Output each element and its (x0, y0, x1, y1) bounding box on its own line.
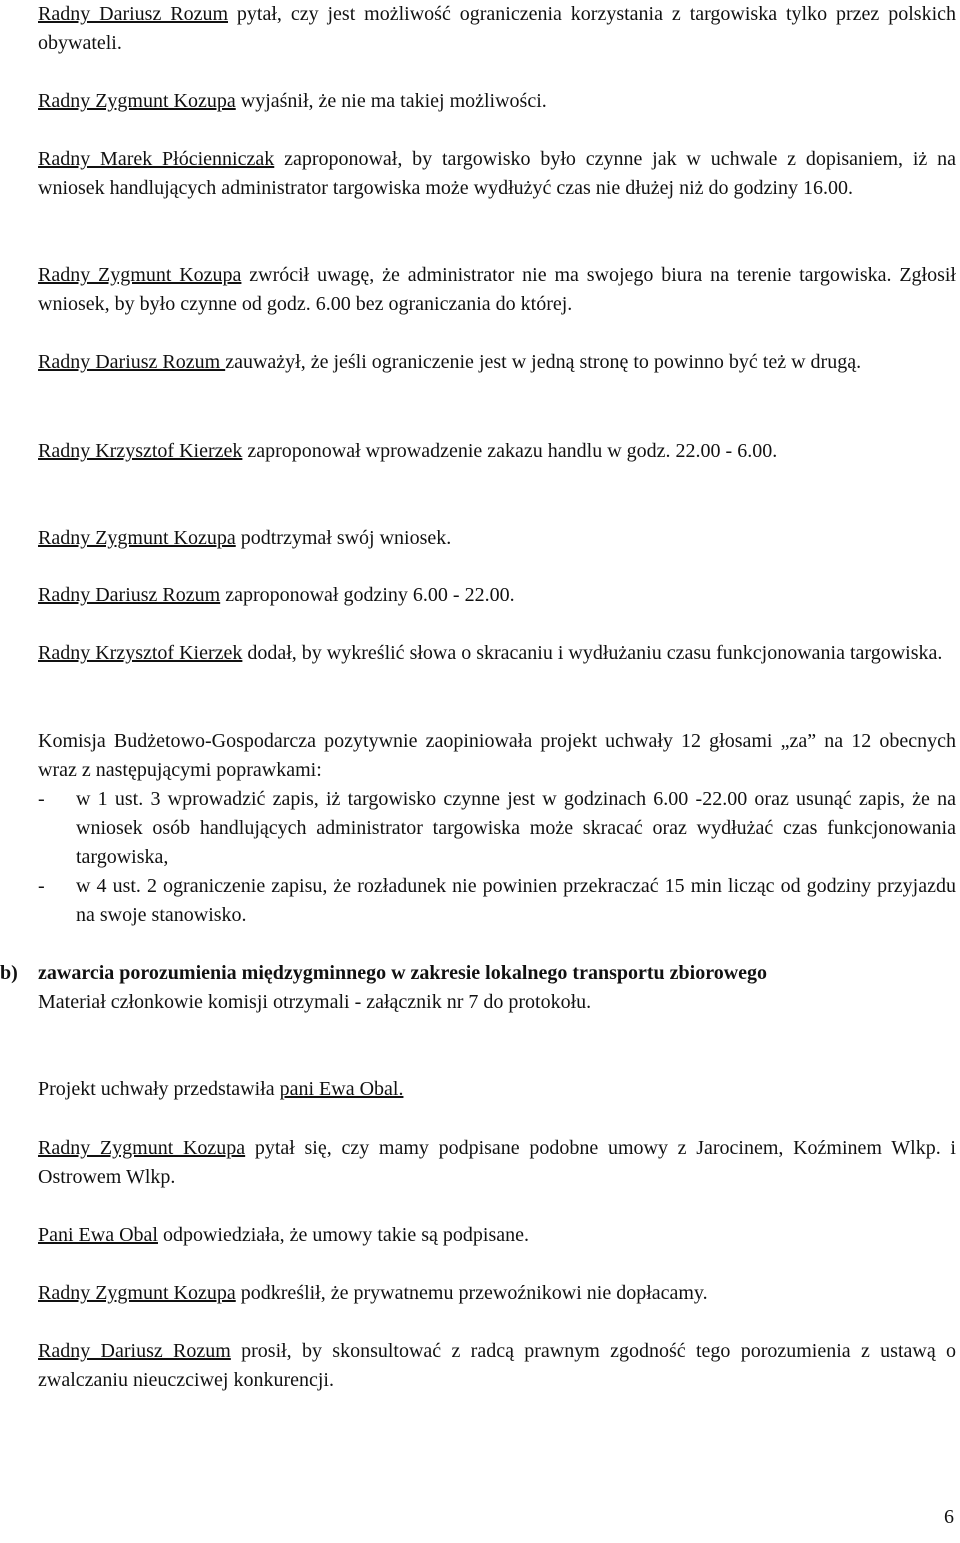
paragraph-b-1 (38, 1134, 956, 1192)
speaker-name: Radny Zygmunt Kozupa (38, 1282, 236, 1304)
amendment-text: w 1 ust. 3 wprowadzić zapis, iż targowisko czynne jest w godzinach 6.00 -22.00 oraz usunąć zapis, że na wniosek osób handlujących administrator targowiska może skracać oraz wydłużać czas funkcjonowania targowiska, (76, 788, 956, 868)
paragraph-7 (38, 524, 956, 553)
speaker-name: Radny Zygmunt Kozupa (38, 1137, 246, 1159)
paragraph-b-4 (38, 1337, 956, 1395)
speaker-name: Radny Krzysztof Kierzek (38, 642, 243, 664)
speaker-name: Radny Dariusz Rozum (38, 351, 226, 373)
section-b (0, 959, 956, 1017)
commission-intro: Komisja Budżetowo-Gospodarcza pozytywnie zaopiniowała projekt uchwały 12 głosami „za” na 12 obecnych wraz z następującymi poprawkami: (38, 730, 956, 781)
speaker-name: Radny Zygmunt Kozupa (38, 264, 242, 286)
paragraph-3 (38, 145, 956, 203)
paragraph-text: zaproponował godziny 6.00 - 22.00. (220, 584, 515, 606)
speaker-name: Radny Zygmunt Kozupa (38, 90, 236, 112)
paragraph-5 (38, 348, 956, 377)
speaker-name: Radny Krzysztof Kierzek (38, 440, 243, 462)
page-number: 6 (944, 1506, 954, 1528)
paragraph-text: podkreślił, że prywatnemu przewoźnikowi nie dopłacamy. (235, 1282, 708, 1304)
paragraph-text: pytał, czy jest możliwość ograniczenia korzystania z targowiska tylko przez polskich obywateli. (38, 3, 956, 54)
project-presented (38, 1075, 956, 1104)
paragraph-text: podtrzymał swój wniosek. (235, 527, 452, 549)
paragraph-text: wyjaśnił, że nie ma takiej możliwości. (235, 90, 547, 112)
speaker-name: Radny Dariusz Rozum (38, 584, 221, 606)
list-dash: - (38, 875, 45, 897)
amendment-item-1 (38, 785, 956, 872)
paragraph-text: dodał, by wykreślić słowa o skracaniu i wydłużaniu czasu funkcjonowania targowiska. (242, 642, 943, 664)
speaker-name: Radny Marek Płócienniczak (38, 148, 275, 170)
section-label: b) (0, 962, 18, 984)
material-note: Materiał członkowie komisji otrzymali - załącznik nr 7 do protokołu. (38, 991, 592, 1013)
amendment-text: w 4 ust. 2 ograniczenie zapisu, że rozładunek nie powinien przekraczać 15 min licząc od godziny przyjazdu na swoje stanowisko. (76, 875, 956, 926)
speaker-name: Radny Dariusz Rozum (38, 3, 229, 25)
paragraph-text: prosił, by skonsultować z radcą prawnym zgodność tego porozumienia z ustawą o zwalczaniu nieuczciwej konkurencji. (38, 1340, 957, 1391)
paragraph-text: pytał się, czy mamy podpisane podobne umowy z Jarocinem, Koźminem Wlkp. i Ostrowem Wlkp. (38, 1137, 956, 1188)
paragraph-text: Projekt uchwały przedstawiła (38, 1078, 280, 1100)
paragraph-8 (38, 581, 956, 610)
paragraph-6 (38, 437, 956, 466)
speaker-name: Radny Zygmunt Kozupa (38, 527, 236, 549)
speaker-name: Pani Ewa Obal (38, 1224, 158, 1246)
paragraph-text: odpowiedziała, że umowy takie są podpisane. (157, 1224, 529, 1246)
paragraph-text: zaproponował wprowadzenie zakazu handlu w godz. 22.00 - 6.00. (242, 440, 778, 462)
paragraph-9 (38, 639, 956, 668)
paragraph-text: zaproponował, by targowisko było czynne jak w uchwale z dopisaniem, iż na wniosek handlujących administrator targowiska może wydłużyć czas nie dłużej niż do godziny 16.00. (38, 148, 957, 199)
paragraph-text: zauważył, że jeśli ograniczenie jest w jedną stronę to powinno być też w drugą. (225, 351, 862, 373)
section-heading: zawarcia porozumienia międzygminnego w zakresie lokalnego transportu zbiorowego (38, 962, 768, 984)
paragraph-text: zwrócił uwagę, że administrator nie ma swojego biura na terenie targowiska. Zgłosił wniosek, by było czynne od godz. 6.00 bez ograniczania do której. (38, 264, 956, 315)
paragraph-b-2 (38, 1221, 956, 1250)
amendment-item-2 (38, 872, 956, 930)
speaker-name: Radny Dariusz Rozum (38, 1340, 231, 1362)
paragraph-b-3 (38, 1279, 956, 1308)
speaker-name: pani Ewa Obal. (279, 1078, 404, 1100)
paragraph-2 (38, 87, 956, 116)
paragraph-4 (38, 261, 956, 319)
list-dash: - (38, 788, 45, 810)
paragraph-1 (38, 0, 956, 58)
commission-opinion (38, 727, 956, 930)
